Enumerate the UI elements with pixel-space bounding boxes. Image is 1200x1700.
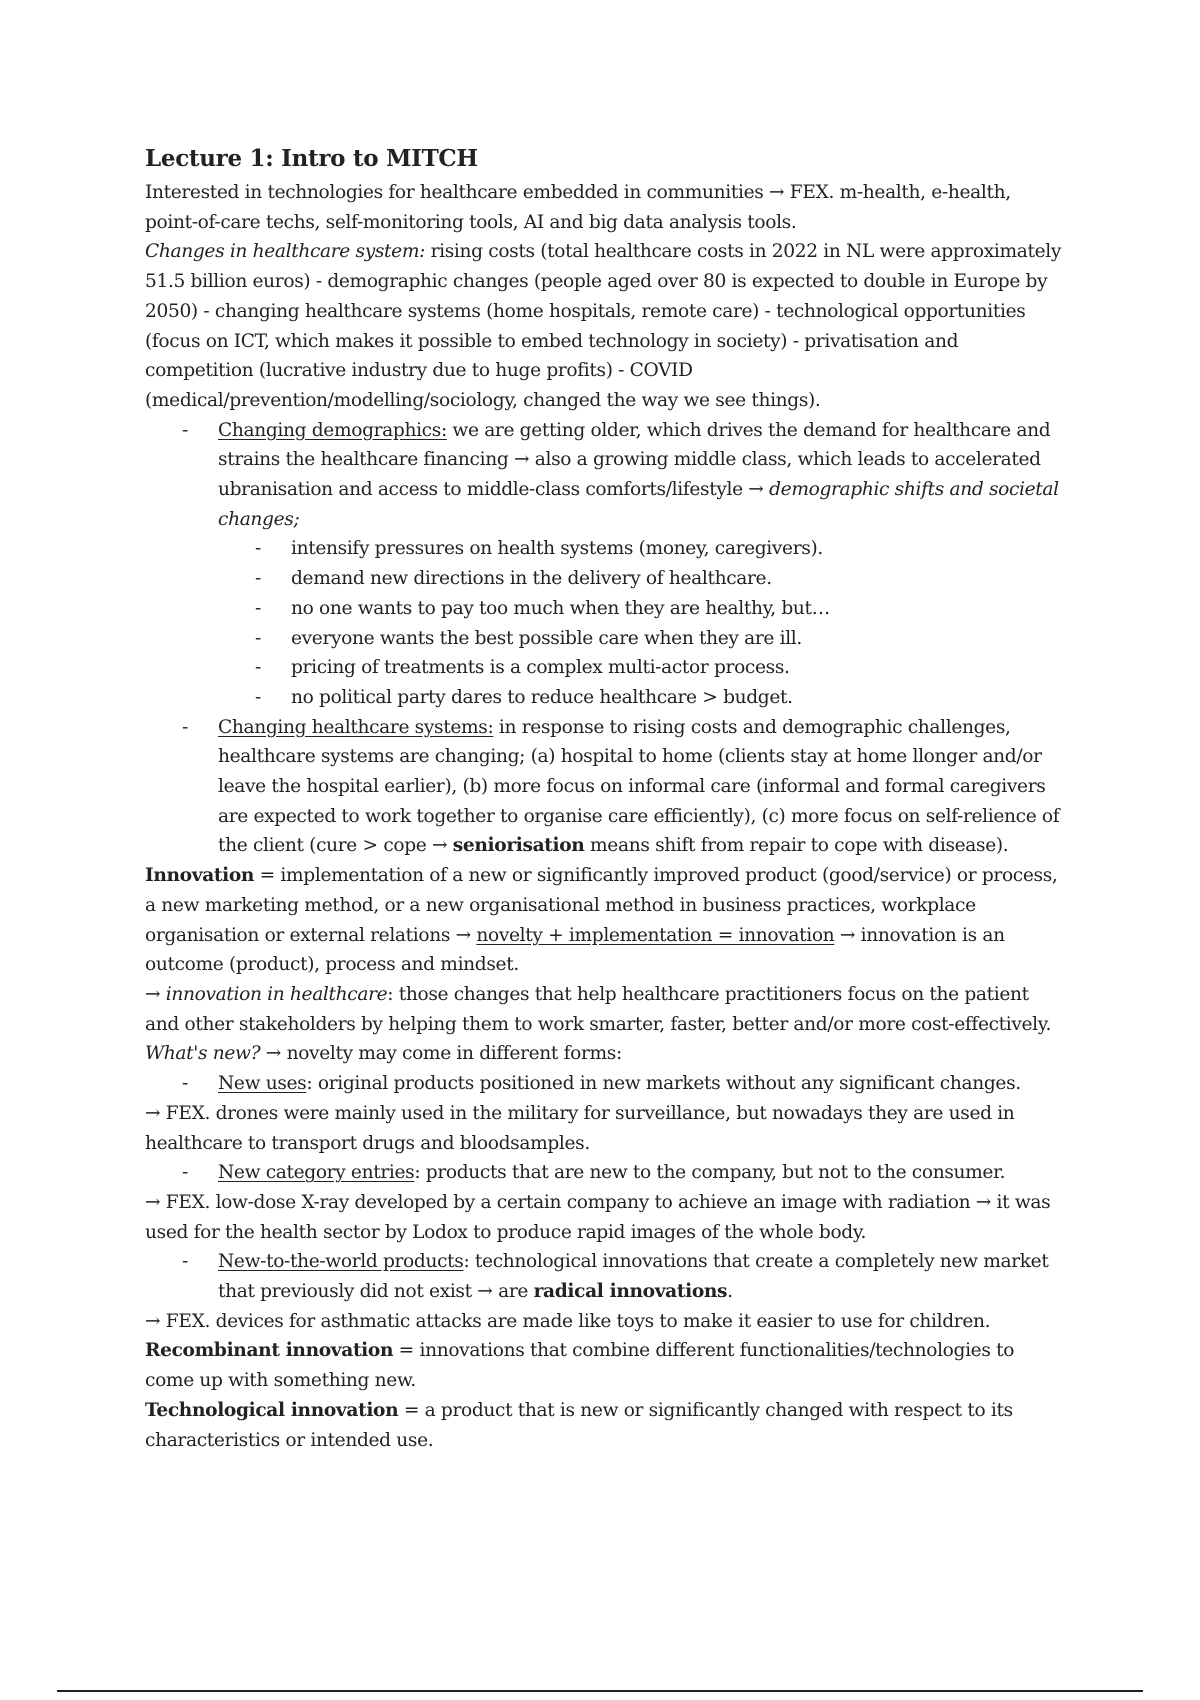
recombinant-text: = innovations that combine different functionalities/technologies to come up with something new. bbox=[145, 1340, 1015, 1392]
innovation-text-end: → innovation is an outcome (product), process and mindset. bbox=[145, 924, 1005, 976]
innovation-term: Innovation bbox=[145, 865, 255, 887]
systems-label: Changing healthcare systems: bbox=[218, 716, 494, 738]
demographics-sublist bbox=[218, 534, 1065, 712]
whats-new-text: → novelty may come in different forms: bbox=[260, 1043, 622, 1065]
new-world-text: : technological innovations that create a completely new market that previously did not exist → are bbox=[218, 1251, 1049, 1303]
list-item: - pricing of treatments is a complex multi-actor process. bbox=[218, 653, 1065, 683]
healthcare-innovation-arrow: → bbox=[145, 983, 166, 1005]
innovation-underline: novelty + implementation = innovation bbox=[476, 924, 835, 946]
new-category-label: New category entries bbox=[218, 1162, 415, 1184]
list-item: - everyone wants the best possible care when they are ill. bbox=[218, 624, 1065, 654]
innovation-paragraph bbox=[145, 861, 1065, 980]
new-category-example: → FEX. low-dose X-ray developed by a certain company to achieve an image with radiation → it was used for the health sector by Lodox to produce rapid images of the whole body. bbox=[145, 1191, 1051, 1243]
new-uses-example: → FEX. drones were mainly used in the military for surveillance, but nowadays they are used in healthcare to transport drugs and bloodsamples. bbox=[145, 1102, 1015, 1154]
systems-bold: seniorisation bbox=[452, 835, 585, 857]
technological-term: Technological innovation bbox=[145, 1399, 399, 1421]
systems-text: in response to rising costs and demographic challenges, healthcare systems are changing; (a) hospital to home (clients stay at home llonger and/or leave the hospital earlier), (b) more focus on informal care (informal and formal caregivers are expected to work together to organise care efficiently), (c) more focus on self-relience of the client (cure > cope → bbox=[218, 716, 1060, 857]
new-uses-label: New uses bbox=[218, 1073, 307, 1095]
page-title: Lecture 1: Intro to MITCH bbox=[145, 145, 478, 172]
list-item: - demand new directions in the delivery of healthcare. bbox=[218, 564, 1065, 594]
new-uses-text: : original products positioned in new markets without any significant changes. bbox=[306, 1073, 1021, 1095]
demographics-label: Changing demographics: bbox=[218, 419, 447, 441]
changes-label: Changes in healthcare system: bbox=[145, 241, 426, 263]
healthcare-innovation-paragraph bbox=[145, 980, 1065, 1039]
healthcare-innovation-label: innovation in healthcare bbox=[165, 983, 388, 1005]
whats-new-label: What's new? bbox=[145, 1043, 261, 1065]
new-world-example: → FEX. devices for asthmatic attacks are made like toys to make it easier to use for children. bbox=[145, 1310, 991, 1332]
list-item: - no one wants to pay too much when they are healthy, but… bbox=[218, 594, 1065, 624]
footer-divider bbox=[57, 1690, 1143, 1692]
new-world-bold: radical innovations bbox=[533, 1281, 728, 1303]
demographics-item bbox=[145, 416, 1065, 713]
technological-paragraph bbox=[145, 1396, 1065, 1455]
whats-new-paragraph bbox=[145, 1039, 1065, 1069]
new-world-item bbox=[145, 1247, 1065, 1306]
new-world-label: New-to-the-world products bbox=[218, 1251, 464, 1273]
new-category-item bbox=[145, 1158, 1065, 1188]
new-category-text: : products that are new to the company, but not to the consumer. bbox=[414, 1162, 1006, 1184]
healthcare-innovation-text: : those changes that help healthcare practitioners focus on the patient and other stakeholders by helping them to work smarter, faster, better and/or more cost-effectively. bbox=[145, 983, 1052, 1035]
changes-paragraph bbox=[145, 237, 1065, 415]
new-uses-list bbox=[145, 1069, 1065, 1099]
intro-paragraph: Interested in technologies for healthcare embedded in communities → FEX. m-health, e-health, point-of-care techs, self-monitoring tools, AI and big data analysis tools. bbox=[145, 182, 1011, 233]
new-world-list bbox=[145, 1247, 1065, 1306]
recombinant-paragraph bbox=[145, 1336, 1065, 1395]
demographics-text: we are getting older, which drives the demand for healthcare and strains the healthcare financing → also a growing middle class, which leads to accelerated ubranisation and access to middle-class comforts/lifestyle → bbox=[218, 419, 1051, 501]
document-page bbox=[145, 144, 1065, 1455]
systems-text-end: means shift from repair to cope with disease). bbox=[584, 835, 1009, 857]
technological-text: = a product that is new or significantly changed with respect to its characteristics or intended use. bbox=[145, 1399, 1013, 1451]
systems-item bbox=[145, 713, 1065, 862]
new-category-list bbox=[145, 1158, 1065, 1188]
demographics-italic: demographic shifts and societal changes; bbox=[218, 479, 1059, 530]
new-uses-item bbox=[145, 1069, 1065, 1099]
new-world-text-end: . bbox=[727, 1281, 733, 1303]
list-item: - intensify pressures on health systems (money, caregivers). bbox=[218, 534, 1065, 564]
innovation-text: = implementation of a new or significantly improved product (good/service) or process, a new marketing method, or a new organisational method in business practices, workplace organisation or external relations → bbox=[145, 865, 1058, 946]
recombinant-term: Recombinant innovation bbox=[145, 1340, 394, 1362]
changes-text: rising costs (total healthcare costs in 2022 in NL were approximately 51.5 billion euros) - demographic changes (people aged over 80 is expected to double in Europe by 2050) - changing healthcare systems (home hospitals, remote care) - technological opportunities (focus on ICT, which makes it possible to embed technology in society) - privatisation and competition (lucrative industry due to huge profits) - COVID (medical/prevention/modelling/sociology, changed the way we see things). bbox=[145, 241, 1061, 411]
list-item: - no political party dares to reduce healthcare > budget. bbox=[218, 683, 1065, 713]
trends-list bbox=[145, 416, 1065, 862]
